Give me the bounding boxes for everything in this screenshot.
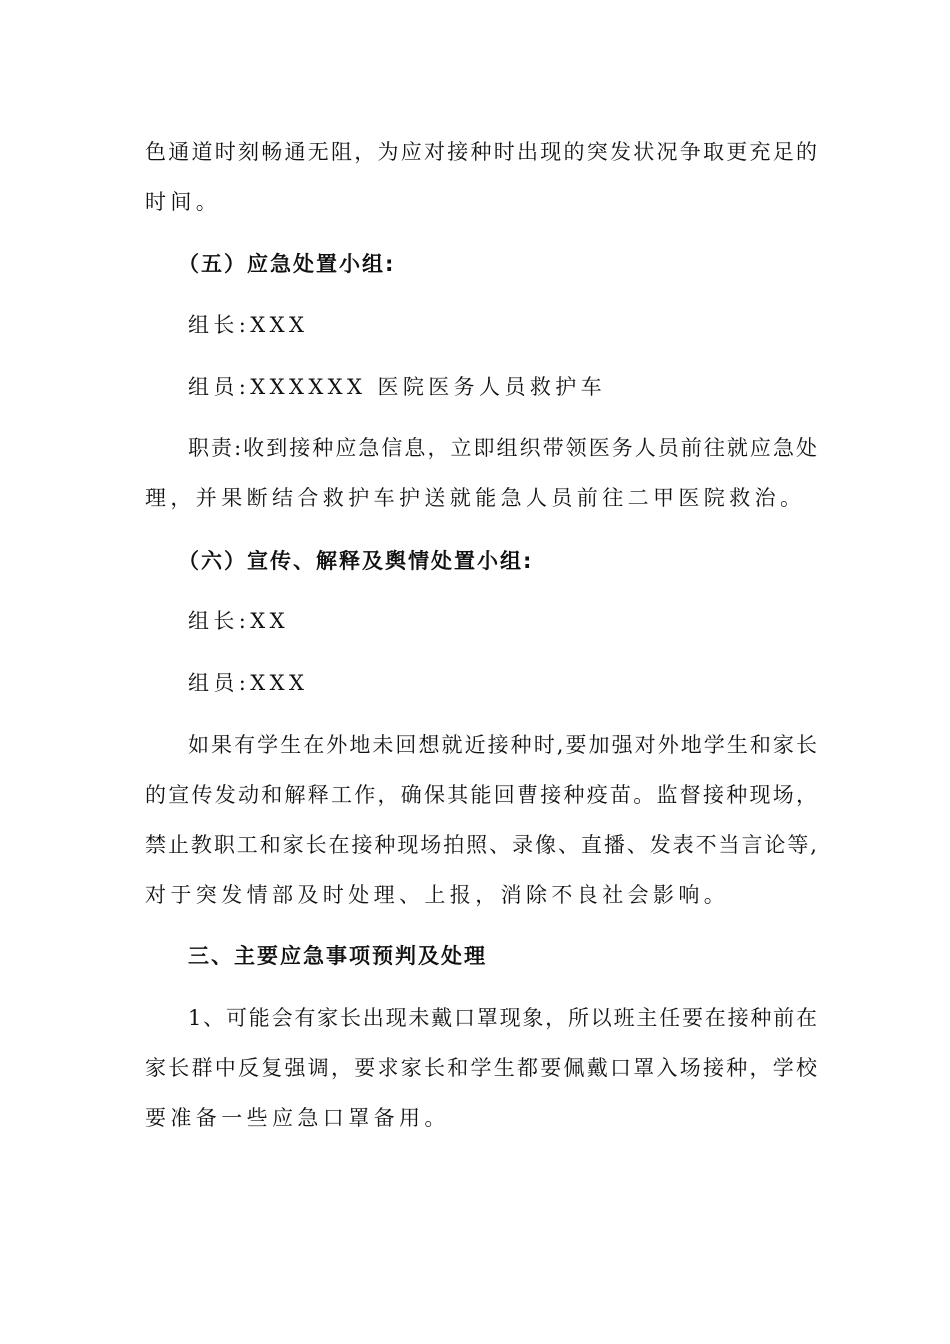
paragraph-line: 组长:XXX [188,313,309,337]
paragraph-line: 禁止教职工和家长在接种现场拍照、录像、直播、发表不当言论等, [145,833,817,857]
paragraph-line: 组长:XX [188,609,289,633]
paragraph-line: 家长群中反复强调，要求家长和学生都要佩戴口罩入场接种，学校 [145,1056,817,1080]
paragraph-line: 色通道时刻畅通无阻，为应对接种时出现的突发状况争取更充足的 [145,140,817,164]
paragraph-line: 1、可能会有家长出现未戴口罩现象，所以班主任要在接种前在 [188,1006,817,1030]
section-heading: （五）应急处置小组: [178,252,396,276]
paragraph-line: 的宣传发动和解释工作，确保其能回曹接种疫苗。监督接种现场， [145,783,817,807]
paragraph-line: 职责:收到接种应急信息，立即组织带领医务人员前往就应急处 [188,436,817,460]
section-heading: 三、主要应急事项预判及处理 [188,944,487,968]
paragraph-line: 对于突发情部及时处理、上报，消除不良社会影响。 [145,883,730,907]
paragraph-line: 组员:XXXXXX 医院医务人员救护车 [188,375,607,399]
paragraph-line: 时间。 [145,190,222,214]
paragraph-line: 如果有学生在外地未回想就近接种时,要加强对外地学生和家长 [188,733,817,757]
paragraph-line: 组员:XXX [188,671,309,695]
paragraph-line: 要准备一些应急口罩备用。 [145,1106,450,1130]
paragraph-line: 理，并果断结合救护车护送就能急人员前往二甲医院救治。 [145,486,806,510]
section-heading: （六）宣传、解释及舆情处置小组: [178,549,534,573]
